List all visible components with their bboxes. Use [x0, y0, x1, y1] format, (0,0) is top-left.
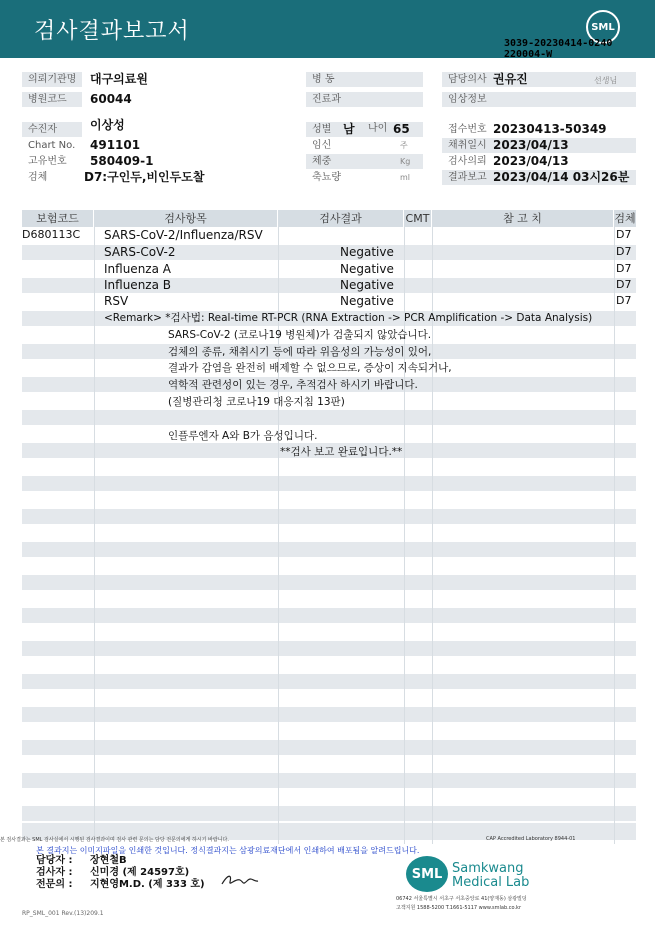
- manager-label: 담당자 :: [36, 855, 73, 866]
- samkwang-brand: [452, 862, 529, 890]
- report-title: 검사결과보고서: [34, 19, 190, 44]
- request-value: 2023/04/13: [493, 154, 569, 168]
- receipt-label: 접수번호: [448, 124, 487, 135]
- row-result: Negative: [340, 245, 394, 259]
- patient-value: 이상성: [90, 118, 125, 132]
- image-print-notice: 본 결과지는 이미지파일을 인쇄한 것입니다. 정식결과지는 삼광의료재단에서 인쇄하여 배포됨을 알려드립니다.: [36, 846, 420, 855]
- specimen-label: 검체: [28, 172, 48, 183]
- legal-note: 본 검사결과는 SML 검사실에서 시행된 검사결과이며 검사 관련 문의는 담당 전문의에게 하시기 바랍니다.: [0, 837, 229, 843]
- sml-logo-icon: SML: [586, 10, 620, 44]
- doctor-suffix: 선생님: [594, 76, 618, 85]
- row-item: SARS-CoV-2: [104, 245, 176, 259]
- report-number-line-1: 3039-20230414-0240: [504, 38, 613, 49]
- col-ref-header: 참 고 치: [432, 210, 614, 227]
- sex-label: 성별: [306, 122, 423, 137]
- report-number: [504, 38, 612, 60]
- row-item: RSV: [104, 294, 129, 308]
- ward-label: 병 동: [306, 72, 423, 87]
- report-number-line-2: 220004-W: [504, 49, 553, 60]
- row-result: Negative: [340, 262, 394, 276]
- result-date-value: 2023/04/14 03시26분: [493, 170, 630, 184]
- pregnancy-label: 임신: [312, 140, 332, 151]
- remark-note-2: 검체의 종류, 채취시기 등에 따라 위음성의 가능성이 있어,: [168, 346, 432, 358]
- weight-unit: Kg: [400, 157, 411, 166]
- specialist-value: 지현영M.D. (제 333 호): [90, 879, 205, 890]
- influenza-note: 인플루엔자 A와 B가 음성입니다.: [168, 430, 318, 442]
- doctor-label: 담당의사: [442, 72, 636, 87]
- institution-value: 대구의료원: [90, 72, 148, 86]
- doctor-value: 권유진: [493, 72, 528, 86]
- complete-note: **검사 보고 완료입니다.**: [280, 446, 403, 458]
- remark-note-4: 역학적 관련성이 있는 경우, 추적검사 하시기 바랍니다.: [168, 379, 418, 391]
- receipt-value: 20230413-50349: [493, 122, 607, 136]
- sex-value: 남: [343, 122, 355, 136]
- result-date-label: 결과보고: [442, 170, 636, 185]
- row-item: SARS-CoV-2/Influenza/RSV: [104, 228, 263, 242]
- urine-label: 축뇨량: [312, 172, 341, 183]
- row-specimen: D7: [616, 245, 632, 258]
- weight-label: 체중: [306, 154, 423, 169]
- col-result-header: 검사결과: [278, 210, 404, 227]
- row-item: Influenza A: [104, 262, 171, 276]
- row-code: D680113C: [22, 228, 81, 241]
- brand-line-1: Samkwang: [452, 861, 524, 876]
- remark-note-3: 결과가 감염을 완전히 배제할 수 없으므로, 증상이 지속되거나,: [168, 362, 452, 374]
- col-cmt-header: CMT: [404, 210, 432, 227]
- remark-method: <Remark> *검사법: Real-time RT-PCR (RNA Extraction -> PCR Amplification -> Data Analysis): [104, 312, 593, 324]
- form-number: RP_SML_001 Rev.(13)209.1: [22, 910, 104, 917]
- dept-label: 진료과: [306, 92, 423, 107]
- chart-label: Chart No.: [28, 140, 76, 151]
- hospital-code-value: 60044: [90, 92, 132, 106]
- institution-label: 의뢰기관명: [22, 72, 82, 87]
- specialist-label: 전문의 :: [36, 879, 73, 890]
- clinical-info-label: 임상정보: [442, 92, 636, 107]
- age-value: 65: [393, 122, 410, 136]
- pregnancy-unit: 주: [400, 141, 408, 150]
- inspector-label: 검사자 :: [36, 867, 73, 878]
- row-specimen: D7: [616, 262, 632, 275]
- remark-note-1: SARS-CoV-2 (코로나19 병원체)가 검출되지 않았습니다.: [168, 329, 432, 341]
- manager-value: 장현철B: [90, 855, 127, 866]
- inspector-value: 신미경 (제 24597호): [90, 867, 190, 878]
- id-label: 고유번호: [28, 156, 67, 167]
- hospital-code-label: 병원코드: [22, 92, 82, 107]
- brand-line-2: Medical Lab: [452, 875, 530, 890]
- remark-note-5: (질병관리청 코로나19 대응지침 13판): [168, 396, 345, 408]
- samkwang-logo-icon: SML: [406, 856, 448, 892]
- cap-accreditation: CAP Accredited Laboratory 8944-01: [486, 836, 576, 842]
- row-result: Negative: [340, 278, 394, 292]
- signature-icon: [220, 872, 260, 888]
- row-item: Influenza B: [104, 278, 171, 292]
- collect-label: 채취일시: [442, 138, 636, 153]
- col-spec-header: 검체: [614, 212, 636, 225]
- collect-value: 2023/04/13: [493, 138, 569, 152]
- lab-address: 06742 서울특별시 서초구 서초중앙로 41(양재동) 삼광빌딩: [396, 896, 527, 902]
- request-label: 검사의뢰: [448, 156, 487, 167]
- age-label: 나이: [368, 123, 388, 134]
- result-table-header: [22, 210, 636, 227]
- patient-label: 수진자: [22, 122, 82, 137]
- row-specimen: D7: [616, 294, 632, 307]
- specimen-value: D7:구인두,비인두도찰: [84, 170, 205, 184]
- id-value: 580409-1: [90, 154, 154, 168]
- urine-unit: ml: [400, 173, 411, 182]
- row-specimen: D7: [616, 278, 632, 291]
- col-code-header: 보험코드: [22, 210, 94, 227]
- row-specimen: D7: [616, 228, 632, 241]
- lab-contact: 고객지원 1588-5200 T.1661-5117 www.smlab.co.kr: [396, 905, 521, 911]
- col-item-header: 검사항목: [94, 210, 278, 227]
- chart-value: 491101: [90, 138, 141, 152]
- row-result: Negative: [340, 294, 394, 308]
